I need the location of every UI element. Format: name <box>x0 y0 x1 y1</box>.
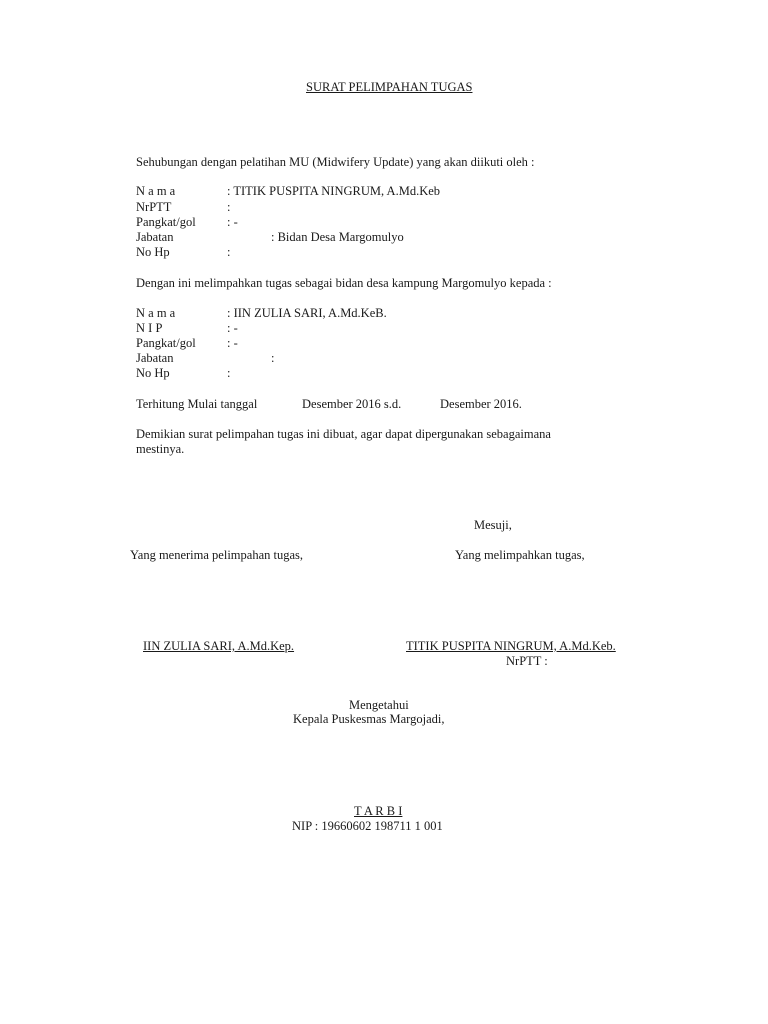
letter-title: SURAT PELIMPAHAN TUGAS <box>306 80 473 94</box>
giver-id: NrPTT : <box>506 654 548 668</box>
period-end: Desember 2016. <box>440 397 522 411</box>
receiver-name: IIN ZULIA SARI, A.Md.Kep. <box>143 639 295 653</box>
acknowledge-line-2: Kepala Puskesmas Margojadi, <box>293 712 445 726</box>
from-nohp-label: No Hp <box>136 245 170 259</box>
head-name: T A R B I <box>354 804 403 818</box>
from-nama-value: : TITIK PUSPITA NINGRUM, A.Md.Keb <box>227 184 441 198</box>
period-start: Desember 2016 s.d. <box>302 397 402 411</box>
to-jabatan-value: : <box>271 351 275 365</box>
from-pangkat-label: Pangkat/gol <box>136 215 196 229</box>
from-nrptt-value: : <box>227 200 231 214</box>
from-jabatan-value: : Bidan Desa Margomulyo <box>271 230 404 244</box>
from-pangkat-value: : - <box>227 215 238 229</box>
to-nama-value: : IIN ZULIA SARI, A.Md.KeB. <box>227 306 387 320</box>
receiver-caption: Yang menerima pelimpahan tugas, <box>130 548 303 562</box>
from-jabatan-label: Jabatan <box>136 230 174 244</box>
giver-caption: Yang melimpahkan tugas, <box>455 548 585 562</box>
from-nrptt-label: NrPTT <box>136 200 172 214</box>
period-label: Terhitung Mulai tanggal <box>136 397 258 411</box>
giver-name: TITIK PUSPITA NINGRUM, A.Md.Keb. <box>406 639 616 653</box>
to-nohp-label: No Hp <box>136 366 170 380</box>
intro-text: Sehubungan dengan pelatihan MU (Midwifery Update) yang akan diikuti oleh : <box>136 155 535 169</box>
place-date: Mesuji, <box>474 518 512 532</box>
to-nama-label: N a m a <box>136 306 176 320</box>
from-nohp-value: : <box>227 245 231 259</box>
delegation-text: Dengan ini melimpahkan tugas sebagai bidan desa kampung Margomulyo kepada : <box>136 276 552 290</box>
to-nohp-value: : <box>227 366 231 380</box>
acknowledge-line-1: Mengetahui <box>349 698 409 712</box>
head-nip: NIP : 19660602 198711 1 001 <box>292 819 443 833</box>
to-pangkat-label: Pangkat/gol <box>136 336 196 350</box>
to-nip-label: N I P <box>136 321 163 335</box>
closing-line-1: Demikian surat pelimpahan tugas ini dibuat, agar dapat dipergunakan sebagaimana <box>136 427 551 441</box>
to-pangkat-value: : - <box>227 336 238 350</box>
from-nama-label: N a m a <box>136 184 176 198</box>
closing-line-2: mestinya. <box>136 442 185 456</box>
to-nip-value: : - <box>227 321 238 335</box>
to-jabatan-label: Jabatan <box>136 351 174 365</box>
